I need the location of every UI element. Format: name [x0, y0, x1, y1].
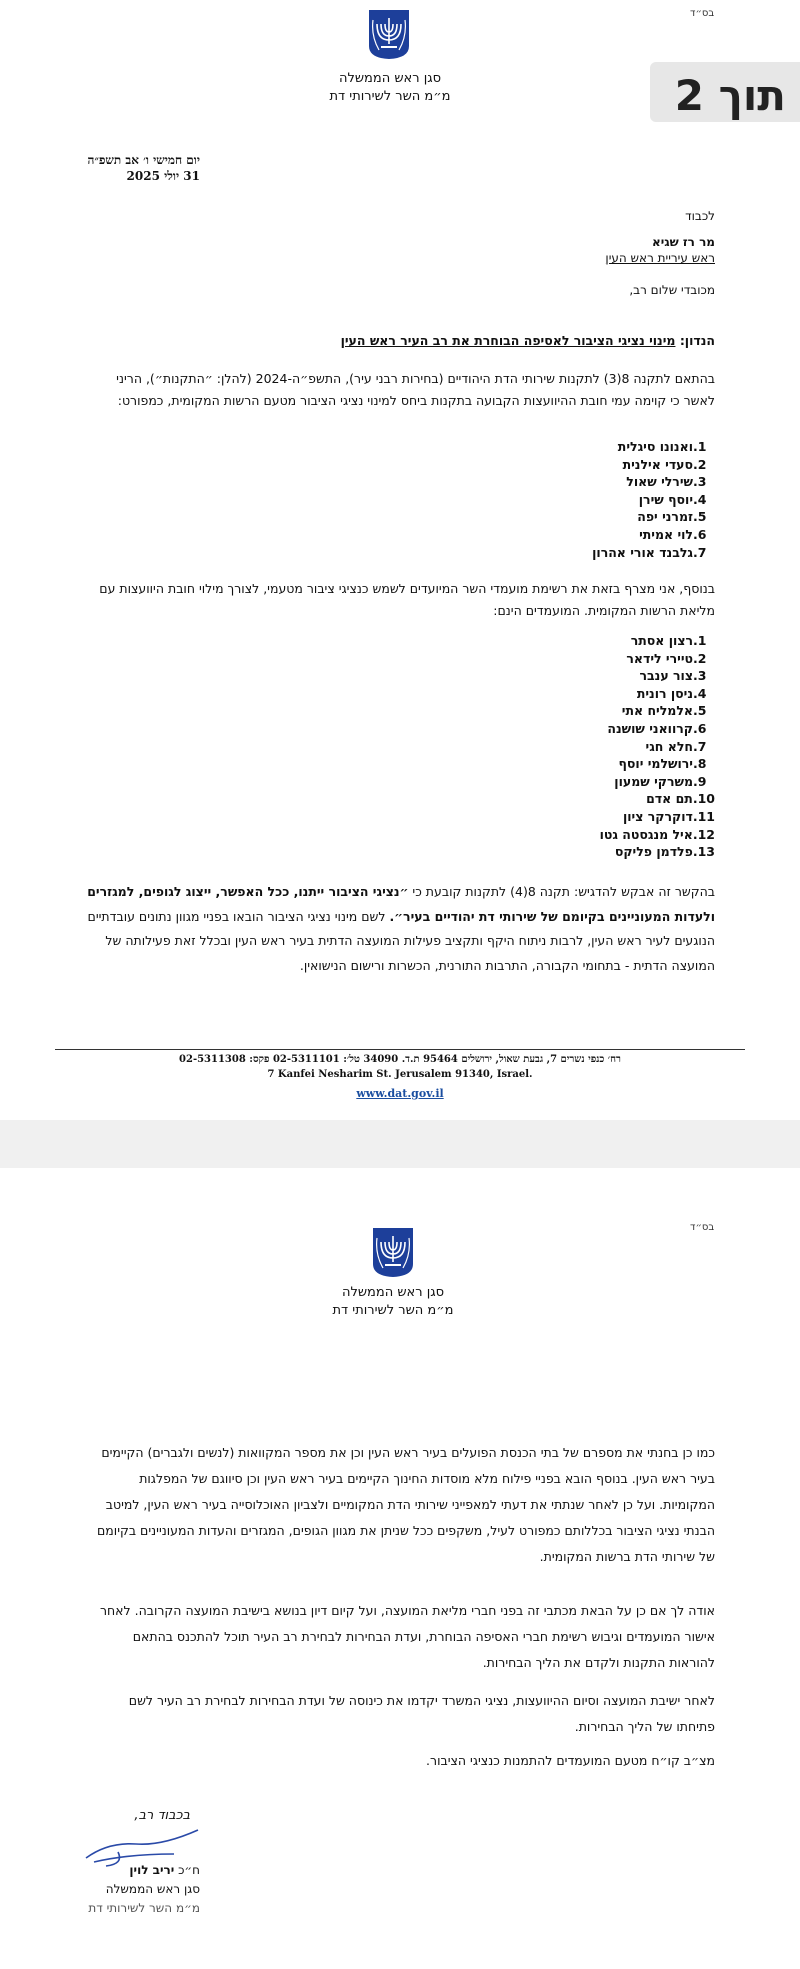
signer-prefix: ח״כ [178, 1863, 200, 1877]
list-item [475, 544, 715, 562]
list-item [475, 720, 715, 738]
list-item-name: דוקרקר ציון [622, 808, 693, 824]
intro-paragraph: בהתאם לתקנה 8(3) לתקנות שירותי הדת היהודיים (בחירות רבני עיר), התשפ״ה-2024 (להלן: ״התקנות״), הריני לאשר כי קוימה עמי חובת ההיוועצות הקבועה בתקנות ביחס למינוי נציגי הציבור מטעם הרשות המקומית, כמפורט: [116, 371, 715, 408]
list-item [475, 650, 715, 668]
page-gap [0, 1120, 800, 1168]
list-item-number: 2. [693, 456, 707, 472]
list-item-number: 12. [692, 826, 715, 842]
list-item-name: משרקי שמעון [614, 773, 693, 789]
office-subtitle: מ״מ השר לשירותי דת [332, 1303, 454, 1318]
list-item-name: רצון אסתר [630, 633, 693, 648]
bsd-mark: בס״ד [690, 8, 715, 19]
list-item-number: 3. [693, 474, 707, 490]
list-item [475, 667, 715, 685]
list-item-number: 7. [693, 738, 707, 754]
paragraph-3: לאחר ישיבת המועצה וסיום ההיוועצות, נציגי המשרד יקדמו את כינוסה של ועדת הבחירות לבחירת רב העיר לשם פתיחתו של הליך הבחירות. [128, 1693, 715, 1734]
list-item [475, 473, 715, 491]
list-item-number: 13. [692, 844, 715, 860]
footer-address-hebrew: רח׳ כנפי נשרים 7, גבעת שאול, ירושלים 95464 ת.ד. 34090 טל׳: 02-5311101 פקס: 02-5311308 [179, 1054, 621, 1065]
subject-text: מינוי נציגי הציבור לאסיפה הבוחרת את רב העיר ראש העין [340, 333, 676, 348]
date-gregorian: 31 יולי 2025 [126, 169, 200, 183]
signer-block [60, 1861, 200, 1918]
list-item-name: יוסף שירן [638, 491, 693, 507]
closing: בכבוד רב, [134, 1808, 190, 1823]
letter-page-2 [0, 1168, 800, 1969]
signer-name: יריב לוין [129, 1863, 175, 1877]
state-emblem-icon [371, 1226, 415, 1278]
emphasis-quote: ״נציגי הציבור ייתנו, ככל האפשר, ייצוג לגופים, למגזרים ולעדות המעוניינים בקיומם של שירותי דת יהודיים בעיר״. [87, 884, 715, 924]
list-item-name: טיירי לידאר [626, 650, 693, 666]
emphasis-prefix: בהקשר זה אבקש להדגיש: תקנה 8(4) לתקנות קובעת כי [408, 884, 715, 899]
office-title: סגן ראש הממשלה [338, 71, 442, 86]
list-item-number: 1. [693, 439, 707, 454]
date-block [60, 152, 200, 184]
office-header [290, 70, 490, 106]
signer-title: סגן ראש הממשלה [105, 1882, 200, 1896]
footer-website-link[interactable]: www.dat.gov.il [356, 1087, 444, 1100]
addition-paragraph: בנוסף, אני מצרף בזאת את רשימת מועמדי השר המיועדים לשמש כנציגי ציבור מטעמי, לצורך מילוי חובת היוועצות עם מליאת הרשות המקומית. המועמדים הינם: [99, 581, 715, 618]
paragraph-2: אודה לך אם כן על הבאת מכתבי זה בפני חברי מליאת המועצה, ועל קיום דיון בנושא בישיבת המועצה הקרובה. לאחר אישור המועמדים וגיבוש רשימת חברי האסיפה הבוחרת, ועדת הבחירות לבחירת רב העיר תוכל להתכנס בהתאם להוראות התקנות ולקדם את הליך הבחירות. [99, 1603, 715, 1670]
recipient-block [400, 208, 715, 298]
subject-label: הנדון: [679, 333, 715, 348]
list-item [475, 632, 715, 650]
list-item-number: 6. [693, 720, 707, 736]
signer-title-2: מ״מ השר לשירותי דת [88, 1901, 200, 1915]
paragraph-4: מצ״ב קו״ח מטעם המועמדים להתמנות כנציגי הציבור. [426, 1753, 715, 1768]
list-item-name: ירושלמי יוסף [618, 756, 693, 772]
list-item-name: איל מנגסטה גטו [599, 826, 693, 842]
footer [55, 1052, 745, 1102]
list-item-name: לוי אמיתי [639, 526, 693, 542]
list-item-number: 4. [693, 491, 707, 507]
list-item [475, 826, 715, 844]
emphasis-paragraph [85, 880, 715, 978]
paragraph-1: כמו כן בחנתי את מספרם של בתי הכנסת הפועלים בעיר ראש העין וכן את מספר המקוואות (לנשים ולגברים) הקיימים בעיר ראש העין. בנוסף הובא בפניי פילוח מלא מוסדות החינוך הקיימים בעיר ראש העין וכן סיווגם של המפלגות המקומיות. ועל כן לאחר שנתתי את דעתי למאפייני שירותי הדת המקומיים ולצביון האוכלוסייה בעיר ראש העין, למיטב הבנתי נציגי הציבור בכללותם כמפורט לעיל, משקפים ככל שניתן את מגוון הגופים, המגזרים והעדות המעוניינים בקיומם של שירותי הדת ברשות המקומית. [97, 1445, 715, 1564]
list-item-name: קרוואני שושנה [607, 720, 693, 736]
state-emblem-icon [367, 8, 411, 60]
list-item-name: גלבנד אורי אהרון [592, 544, 693, 560]
list-item-number: 2. [693, 650, 707, 666]
bsd-mark: בס״ד [690, 1222, 715, 1233]
list-item-number: 4. [693, 685, 707, 701]
footer-divider [55, 1049, 745, 1050]
list-item [475, 508, 715, 526]
recipient-respect: לכבוד [685, 209, 715, 223]
list-item-number: 11. [692, 808, 715, 824]
list-item-number: 5. [693, 703, 707, 719]
office-title: סגן ראש הממשלה [341, 1285, 445, 1300]
list-item [475, 526, 715, 544]
candidates-list [475, 632, 715, 861]
list-item [475, 755, 715, 773]
list-item-number: 7. [693, 544, 707, 560]
list-item-number: 6. [693, 526, 707, 542]
list-item-number: 9. [693, 773, 707, 789]
approved-representatives-list [475, 438, 715, 561]
list-item-name: סעדי אילנית [622, 456, 693, 472]
list-item-name: זמרני יפה [637, 509, 693, 525]
list-item-name: ניסן רונית [636, 685, 693, 701]
list-item [475, 808, 715, 826]
list-item [475, 843, 715, 861]
list-item-number: 3. [693, 668, 707, 684]
footer-address-english: 7 Kanfei Nesharim St. Jerusalem 91340, Israel. [267, 1069, 533, 1080]
list-item [475, 438, 715, 456]
subject-line [175, 333, 715, 348]
list-item-name: חלא חגי [645, 738, 693, 754]
greeting: מכובדי שלום רב, [629, 283, 715, 297]
list-item-number: 8. [693, 756, 707, 772]
list-item-number: 5. [693, 509, 707, 525]
date-hebrew: יום חמישי ו׳ אב תשפ״ה [87, 153, 200, 167]
list-item-name: שירלי שאול [626, 474, 693, 490]
list-item [475, 738, 715, 756]
list-item-name: צור ענבר [639, 668, 693, 684]
office-subtitle: מ״מ השר לשירותי דת [329, 89, 451, 104]
list-item [475, 790, 715, 808]
list-item-name: ואנונו סיגלית [617, 439, 693, 454]
recipient-title: ראש עיריית ראש העין [605, 251, 715, 265]
list-item-number: 1. [693, 633, 707, 648]
list-item-name: פלדמן פליקס [614, 844, 693, 860]
emphasis-rest: לשם מינוי נציגי הציבור הובאו בפניי מגוון נתונים עובדתיים הנוגעים לעיר ראש העין, לרבות ניתוח היקף ותקציב פעילות המועצה הדתית בעיר ראש העין ובכלל זאת פעילותה של המועצה הדתית - בתחומי הקבורה, התרבות התורנית, הכשרות ורישום הנישואין. [87, 908, 715, 973]
list-item-name: אלמליח אתי [621, 703, 693, 719]
list-item [475, 773, 715, 791]
office-header [293, 1284, 493, 1320]
recipient-name: מר רז שגיא [651, 235, 715, 249]
list-item [475, 491, 715, 509]
list-item-number: 10. [692, 791, 715, 807]
list-item [475, 702, 715, 720]
list-item [475, 456, 715, 474]
internal-tag: תוך 2 [650, 62, 800, 122]
list-item-name: תם אדם [646, 791, 693, 807]
list-item [475, 685, 715, 703]
